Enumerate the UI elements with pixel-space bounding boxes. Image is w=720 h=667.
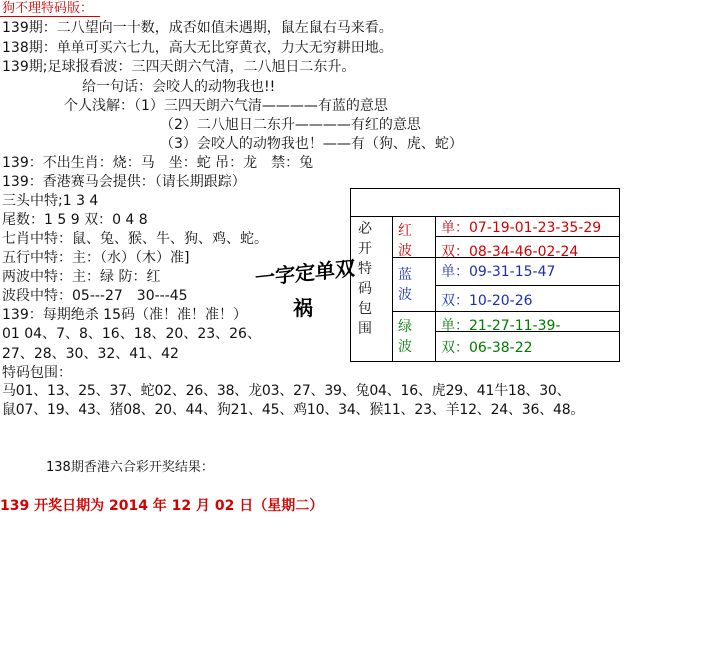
wave-char: 波 [398, 287, 412, 303]
wave-char: 波 [398, 243, 412, 259]
line-kill: 139：每期绝杀 15码（准！准！准！） [2, 307, 247, 323]
line-interpretation-2: （2）二八旭日二东升————有红的意思 [160, 117, 421, 133]
side-char: 码 [358, 281, 372, 297]
line-interpretation-3: （3）会咬人的动物我也！——有（狗、虎、蛇） [160, 136, 463, 152]
line-pack-2: 鼠07、19、43、猪08、20、44、狗21、45、鸡10、34、猴11、23、羊12、24、36、48。 [2, 402, 585, 418]
red-even-numbers: 双：08-34-46-02-24 [441, 244, 579, 260]
table-divider-1 [392, 216, 393, 361]
draw-date: 139 开奖日期为 2014 年 12 月 02 日（星期二） [0, 498, 324, 514]
line-two-waves: 两波中特：主：绿 防：红 [2, 269, 161, 285]
line-five-elements: 五行中特：主：（水）（木）准] [2, 250, 190, 266]
line-hint: 给一句话：会咬人的动物我也!! [82, 79, 276, 95]
red-odd-numbers: 单：07-19-01-23-35-29 [441, 220, 602, 236]
line-tail: 尾数：1 5 9 双：0 4 8 [2, 212, 148, 228]
table-header-blank [351, 189, 619, 217]
blue-even-numbers: 双：10-20-26 [441, 293, 533, 309]
blue-odd-numbers: 单：09-31-15-47 [441, 264, 556, 280]
line-numbers-2: 27、28、30、32、41、42 [2, 346, 179, 362]
special-number-table [350, 188, 620, 362]
title-underline [0, 16, 100, 17]
line-139-football: 139期;足球报看波：三四天朗六气清，二八旭日二东升。 [2, 59, 356, 75]
green-wave-label [397, 317, 413, 357]
line-head3: 三头中特;1 3 4 [2, 193, 99, 209]
table-row-divider-blue [435, 285, 619, 286]
table-row-divider-2 [392, 311, 619, 312]
green-odd-numbers: 单：21-27-11-39- [441, 318, 561, 334]
line-pack-1: 马01、13、25、37、蛇02、26、38、龙03、27、39、兔04、16、虎29、41牛18、30、 [2, 383, 571, 399]
green-even-numbers: 双：06-38-22 [441, 340, 533, 356]
line-interpretation-1: 个人浅解：（1）三四天朗六气清————有蓝的意思 [64, 98, 388, 114]
side-char: 必 [358, 221, 372, 237]
line-seven-zodiac: 七肖中特：鼠、兔、猴、牛、狗、鸡、蛇。 [2, 231, 268, 247]
red-wave-label [397, 221, 413, 261]
table-side-label [357, 219, 373, 339]
line-zodiac: 139：不出生肖：烧：马 坐：蛇 吊：龙 禁：兔 [2, 155, 314, 171]
wave-char: 波 [398, 339, 412, 355]
callout-line1: 一字定单双 [255, 255, 355, 291]
wave-char: 绿 [398, 319, 412, 335]
callout-line2: 祸 [293, 296, 313, 320]
wave-char: 红 [398, 223, 412, 239]
line-138-riddle: 138期：单单可买六七九，高大无比穿黄衣，力大无穷耕田地。 [2, 40, 393, 56]
line-band: 波段中特：05---27 30---45 [2, 288, 188, 304]
line-139-riddle: 139期：二八望向一十数，成否如值未遇期，鼠左鼠右马来看。 [2, 20, 393, 36]
result-title: 138期香港六合彩开奖结果： [46, 460, 214, 475]
side-char: 包 [358, 301, 372, 317]
side-char: 特 [358, 261, 372, 277]
line-numbers-1: 01 04、7、8、16、18、20、23、26、 [2, 326, 261, 342]
blue-wave-label [397, 265, 413, 305]
side-char: 围 [358, 321, 372, 337]
side-char: 开 [358, 241, 372, 257]
wave-char: 蓝 [398, 267, 412, 283]
line-source: 139：香港赛马会提供：（请长期跟踪） [2, 174, 246, 190]
line-pack-label: 特码包围： [2, 365, 72, 381]
table-divider-2 [435, 216, 436, 361]
page-title: 狗不理特码版： [2, 1, 94, 16]
